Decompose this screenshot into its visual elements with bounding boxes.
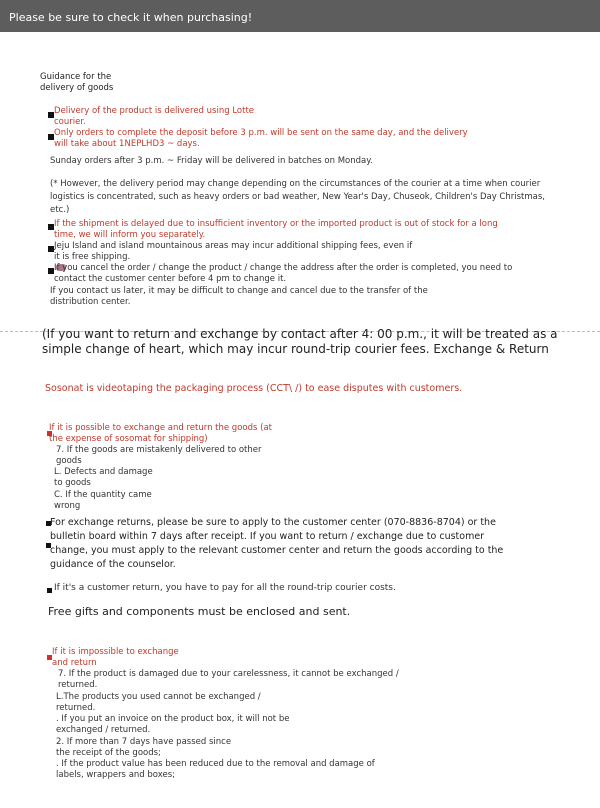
- return-notice-line2: simple change of heart, which may incur round-trip courier fees. Exchange & Return: [42, 342, 549, 356]
- impossible-item1-line1: 7. If the product is damaged due to your carelessness, it cannot be exchanged /: [58, 669, 399, 679]
- impossible-title-line1: If it is impossible to exchange: [52, 647, 179, 657]
- cancel-line2: contact the customer center before 4 pm to change it.: [54, 274, 287, 284]
- bullet-icon: [47, 588, 52, 593]
- impossible-title-line2: and return: [52, 658, 97, 668]
- sunday-note: Sunday orders after 3 p.m. ~ Friday will be delivered in batches on Monday.: [50, 156, 373, 166]
- impossible-item5-line1: . If the product value has been reduced due to the removal and damage of: [56, 759, 375, 769]
- delay-line1: If the shipment is delayed due to insufficient inventory or the imported product is out of stock for a long: [54, 219, 498, 229]
- impossible-item3-line1: . If you put an invoice on the product box, it will not be: [56, 714, 290, 724]
- free-gifts-note: Free gifts and components must be enclosed and sent.: [48, 605, 351, 618]
- impossible-item2-line2: returned.: [56, 703, 96, 713]
- exchange-line3: change, you must apply to the relevant customer center and return the goods according to the: [50, 545, 504, 556]
- possible-item2-line1: L. Defects and damage: [54, 467, 153, 477]
- jeju-line2: it is free shipping.: [54, 252, 131, 262]
- lotte-line1: Delivery of the product is delivered using Lotte: [54, 106, 255, 116]
- deposit-line2: will take about 1NEPLHD3 ~ days.: [54, 139, 200, 149]
- exchange-line4: guidance of the counselor.: [50, 559, 176, 570]
- top-bar-text: Please be sure to check it when purchasing!: [9, 11, 253, 24]
- however-line1: (* However, the delivery period may change depending on the circumstances of the courier at a time when courier: [50, 179, 541, 189]
- possible-item1-line2: goods: [56, 456, 82, 466]
- possible-item3-line1: C. If the quantity came: [54, 490, 152, 500]
- later-line2: distribution center.: [50, 297, 131, 307]
- delay-line2: time, we will inform you separately.: [54, 230, 206, 240]
- impossible-item2-line1: L.The products you used cannot be exchanged /: [56, 692, 261, 702]
- possible-title-line2: the expense of sosomat for shipping): [49, 434, 208, 444]
- deposit-line1: Only orders to complete the deposit before 3 p.m. will be sent on the same day, and the delivery: [54, 128, 468, 138]
- impossible-item1-line2: returned.: [58, 680, 98, 690]
- cctv-notice: Sosonat is videotaping the packaging process (CCT\ /) to ease disputes with customers.: [45, 383, 463, 394]
- customer-return-note: If it's a customer return, you have to pay for all the round-trip courier costs.: [54, 583, 396, 593]
- however-line3: etc.): [50, 205, 70, 215]
- jeju-line1: Jeju Island and island mountainous areas may incur additional shipping fees, even if: [54, 241, 413, 251]
- lotte-line2: courier.: [54, 117, 86, 127]
- cancel-line1: If you cancel the order / change the product / change the address after the order is completed, you need to: [54, 263, 513, 273]
- exchange-line2: bulletin board within 7 days after receipt. If you want to return / exchange due to customer: [50, 531, 485, 542]
- possible-item1-line1: 7. If the goods are mistakenly delivered to other: [56, 445, 262, 455]
- guidance-title-line2: delivery of goods: [40, 83, 114, 93]
- impossible-item5-line2: labels, wrappers and boxes;: [56, 770, 176, 780]
- later-line1: If you contact us later, it may be difficult to change and cancel due to the transfer of the: [50, 286, 428, 296]
- top-bar: [0, 0, 600, 32]
- however-line2: logistics is concentrated, such as heavy orders or bad weather, New Year's Day, Chuseok, Children's Day Christmas,: [50, 192, 545, 202]
- exchange-line1: For exchange returns, please be sure to apply to the customer center (070-8836-8704) or the: [50, 517, 496, 528]
- guidance-title-line1: Guidance for the: [40, 72, 112, 82]
- impossible-item4-line2: the receipt of the goods;: [56, 748, 161, 758]
- possible-item2-line2: to goods: [54, 478, 91, 488]
- possible-title-line1: If it is possible to exchange and return the goods (at: [49, 423, 272, 433]
- possible-item3-line2: wrong: [54, 501, 81, 511]
- impossible-item3-line2: exchanged / returned.: [56, 725, 151, 735]
- return-notice-line1: (If you want to return and exchange by contact after 4: 00 p.m., it will be treated as a: [42, 327, 558, 341]
- impossible-item4-line1: 2. If more than 7 days have passed since: [56, 737, 232, 747]
